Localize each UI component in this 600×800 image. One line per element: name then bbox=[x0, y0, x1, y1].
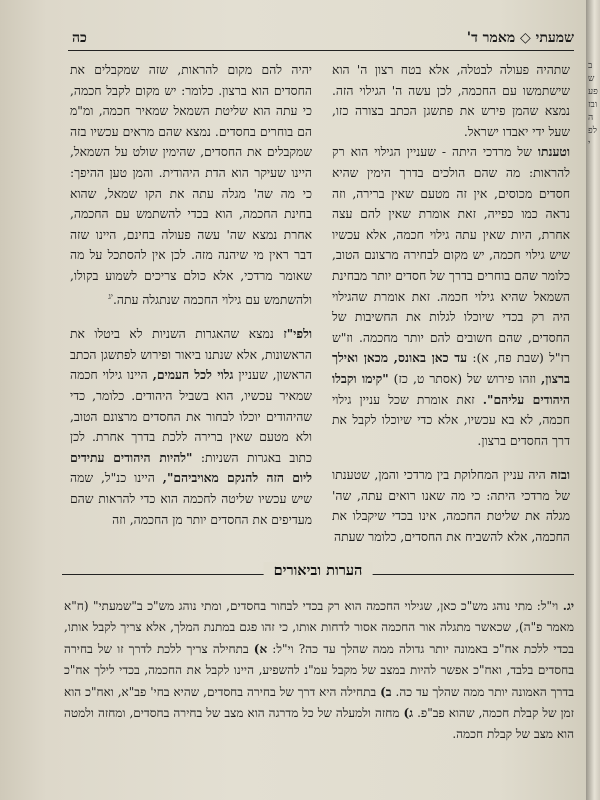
notes-body bbox=[64, 596, 574, 746]
quote-bold: עד כאן באונס, מכאן ואילך ברצון, bbox=[332, 350, 570, 386]
paragraph-lead: וטענתו bbox=[537, 144, 570, 160]
paragraph: שתהיה פעולה לבטלה, אלא בטח רצון ה' הוא שישתמשו עם החכמה, לכן עשה ה' הגילוי הזה. נמצא שהמן פירש את פתשגן הכתב בצורה כזו, שעל ידי יאבדו ישראל. bbox=[332, 63, 570, 139]
quote-bold: "קימו וקבלו היהודים עליהם". bbox=[332, 370, 570, 407]
left-column bbox=[70, 60, 312, 530]
edge-text: בשפע ובזה לפי bbox=[588, 61, 598, 149]
quote-bold: "להיות היהודים עתידים ליום הזה להנקם מאויביהם", bbox=[70, 449, 312, 486]
paragraph-lead: ולפי"ז bbox=[283, 326, 312, 342]
paragraph-lead: ובזה bbox=[550, 467, 570, 483]
quote-bold: גלוי לכל העמים, bbox=[152, 367, 234, 383]
footnote-marker[interactable]: יג bbox=[108, 291, 113, 301]
adjacent-page-edge bbox=[586, 0, 600, 800]
header-title: שמעתי ◇ מאמר ד' bbox=[466, 30, 574, 46]
notes-title: הערות וביאורים bbox=[264, 562, 373, 580]
paragraph: ובזה היה עניין המחלוקת בין מרדכי והמן, שטענתו של מרדכי היתה: כי מה שאנו רואים עתה, שה' מגלה את שליטת החכמה, אינו בכדי שיקבלו את החכמה, אלא להשביח את החסדים, כלומר שעתה bbox=[332, 467, 570, 545]
right-column bbox=[332, 60, 570, 548]
paragraph: ולפי"ז נמצא שהאגרות השניות לא ביטלו את הראשונות, אלא שנתנו ביאור ופירוש לפתשגן הכתב הראשון, שעניין גלוי לכל העמים, היינו גילוי חכמה שמאיר עכשיו, הוא בשביל היהודים. כלומר, כדי שהיהודים יוכלו לבחור את החסדים מרצונם הטוב, ולא מטעם שאין ברירה ללכת בדרך אחרת. לכן כתוב באגרות השניות: "להיות היהודים עתידים ליום הזה להנקם מאויביהם", היינו כנ"ל, שמה שיש עכשיו שליטה לחכמה הוא כדי להראות שהם מעדיפים את החסדים יותר מן החכמה, וזה bbox=[70, 326, 312, 527]
paragraph: וטענתו של מרדכי היתה - שעניין הגילוי הוא רק להראות: מה שהם הולכים בדרך הימין שהיא חסדים מכוסים, אין זה מטעם שאין ברירה, וזה נראה כמו כפייה, זאת אומרת שאין להם עצה אחרת, היות שאין עתה גילוי חכמה, אלא עכשיו שיש גילוי חכמה, יש מקום לבחירה מרצונם הטוב, כלומר שהם בוחרים בדרך של חסדים יותר מבחינת השמאל שהיא גילוי חכמה. זאת אומרת שהגילוי היה רק בכדי שיוכלו לגלות את החשיבות של החסדים, שהם חשובים להם יותר מחכמה. וז"ש רז"ל (שבת פח, א): עד כאן באונס, מכאן ואילך ברצון, וזהו פירוש של (אסתר ט, כז) "קימו וקבלו היהודים עליהם". זאת אומרת שכל עניין גילוי חכמה, לא בא עכשיו, אלא כדי שיוכלו לקבל את דרך החסדים ברצון. bbox=[332, 144, 570, 448]
notes-section-header bbox=[62, 562, 574, 586]
running-header bbox=[68, 28, 574, 51]
note-label: יג. bbox=[562, 599, 574, 613]
page-number: כה bbox=[72, 30, 87, 46]
paragraph: יהיה להם מקום להראות, שזה שמקבלים את החסדים הוא ברצון. כלומר: יש מקום לקבל חכמה, כי עתה הוא שליטת השמאל שמאיר חכמה, ומ"מ הם בוחרים בחסדים. נמצא שהם מראים עכשיו בזה שמקבלים את החסדים, שהימין שולט על השמאל, היינו שעיקר הוא הדת היהודית. והמן טען ההיפך: כי מה שה' מגלה עתה את הקו שמאל, שהוא בחינת החכמה, הוא בכדי להשתמש עם החכמה, אחרת נמצא שה' עשה פעולה בחינם, היינו שזה דבר ראין מי שיהנה מזה. לכן אין להסתכל על מה שאומר מרדכי, אלא כולם צריכים לשמוע בקולו, ולהשתמש עם גילוי החכמה שנתגלה עתה.$^{יג}$ bbox=[70, 63, 312, 307]
note: יג. וי"ל: מתי נוהג מש"כ כאן, שגילוי החכמה הוא רק בכדי לבחור בחסדים, ומתי נוהג מש"כ ב"שמעתי" (ח"א מאמר פ"ה), שכאשר מתגלה אור החכמה אסור לדחות אותו, כי זהו פגם במתנת המלך, אלא צריך לקבל אותו, בכדי ללכת אח"כ באמונה יותר גדולה ממה שהלך עד כה? וי"ל: א) בתחילה צריך ללכת לדרך זו של בחירה בחסדים בלבד, ואח"כ אפשר להיות במצב של מקבל עמ"נ להשפיע, היינו לקבל את החכמה, בכדי לילך אח"כ בדרך האמונה יותר ממה שהלך עד כה. ב) בתחילה היא דרך של בחירה בחסדים, שהיא בחי' פב"א, ואח"כ הוא זמן של קבלת חכמה, שהוא פב"פ. ג) מחזה ולמעלה של כל מדרגה הוא מצב של בחירה בחסדים, ומחזה ולמטה הוא מצב של קבלת חכמה. bbox=[64, 599, 574, 742]
